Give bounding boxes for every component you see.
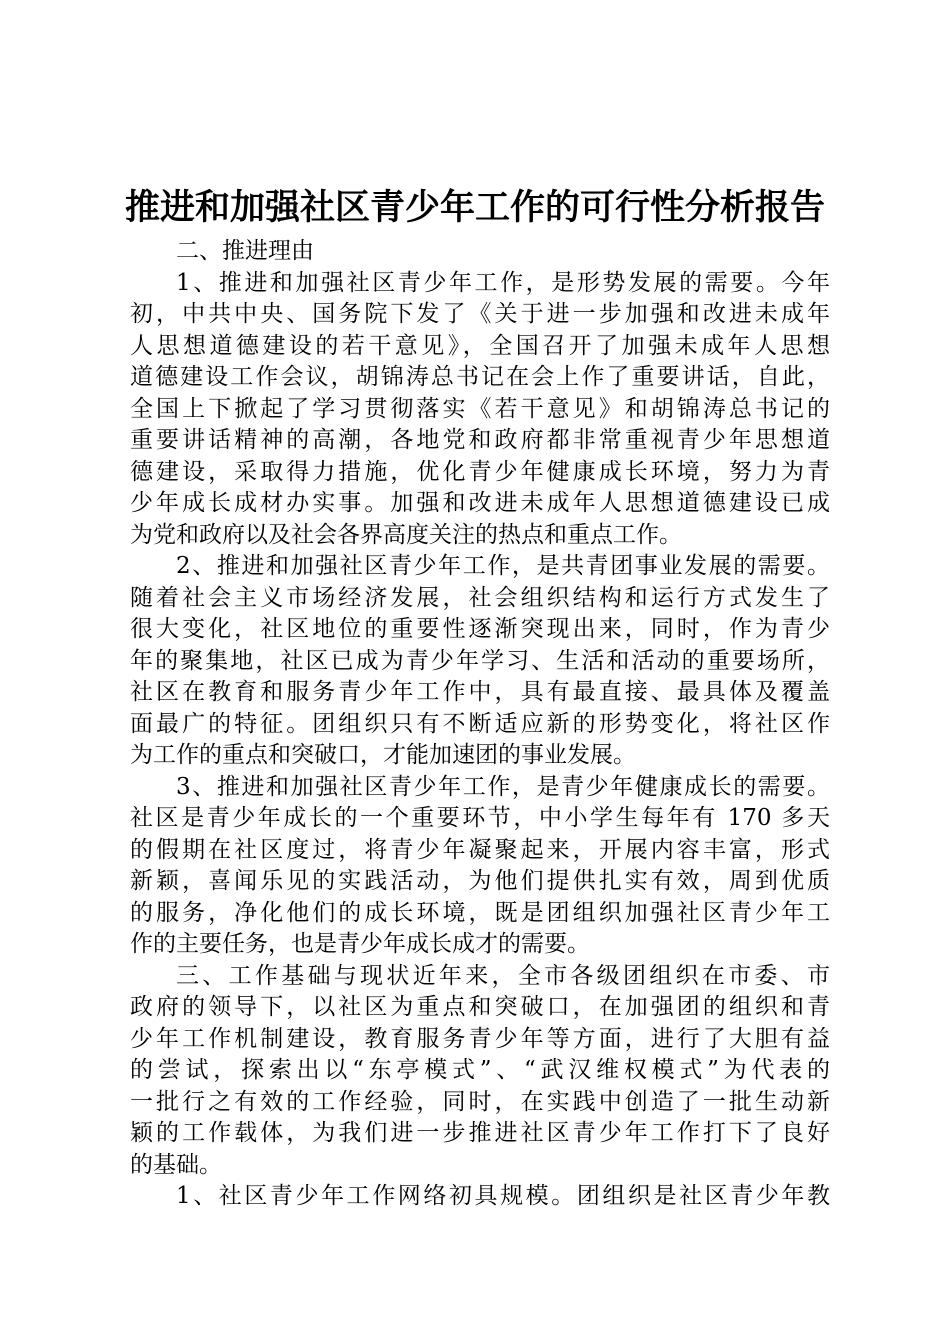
body-line: 一批行之有效的工作经验，同时，在实践中创造了一批生动新 xyxy=(130,1088,830,1115)
body-line: 的假期在社区度过，将青少年凝聚起来，开展内容丰富，形式 xyxy=(130,836,830,863)
body-line: 少年工作机制建设，教育服务青少年等方面，进行了大胆有益 xyxy=(130,1025,830,1052)
body-line: 全国上下掀起了学习贯彻落实《若干意见》和胡锦涛总书记的 xyxy=(130,395,830,422)
body-line: 三、工作基础与现状近年来，全市各级团组织在市委、市 xyxy=(176,962,830,989)
body-line: 新颖，喜闻乐见的实践活动，为他们提供扎实有效，周到优质 xyxy=(130,868,830,894)
body-line: 人思想道德建设的若干意见》，全国召开了加强未成年人思想 xyxy=(130,332,830,359)
body-line: 1、推进和加强社区青少年工作，是形势发展的需要。今年 xyxy=(176,269,830,296)
body-line: 颖的工作载体，为我们进一步推进社区青少年工作打下了良好 xyxy=(130,1120,830,1146)
body-line: 2、推进和加强社区青少年工作，是共青团事业发展的需要。 xyxy=(176,553,830,579)
body-line: 的基础。 xyxy=(130,1151,222,1178)
body-line: 道德建设工作会议，胡锦涛总书记在会上作了重要讲话，自此， xyxy=(130,364,830,390)
body-line: 少年成长成材办实事。加强和改进未成年人思想道德建设已成 xyxy=(130,490,830,516)
body-line: 年的聚集地，社区已成为青少年学习、生活和活动的重要场所， xyxy=(130,647,830,674)
body-line: 的服务，净化他们的成长环境，既是团组织加强社区青少年工 xyxy=(130,899,830,926)
body-line: 3、推进和加强社区青少年工作，是青少年健康成长的需要。 xyxy=(176,773,830,800)
body-line: 社区在教育和服务青少年工作中，具有最直接、最具体及覆盖 xyxy=(130,679,830,705)
body-line: 面最广的特征。团组织只有不断适应新的形势变化，将社区作 xyxy=(130,710,830,737)
body-line: 1、社区青少年工作网络初具规模。团组织是社区青少年教 xyxy=(176,1183,830,1209)
body-line: 随着社会主义市场经济发展，社会组织结构和运行方式发生了 xyxy=(130,584,830,611)
body-line: 德建设，采取得力措施，优化青少年健康成长环境，努力为青 xyxy=(130,458,830,485)
body-line: 二、推进理由 xyxy=(176,238,314,264)
body-line: 作的主要任务，也是青少年成长成才的需要。 xyxy=(130,931,590,957)
body-line: 初，中共中央、国务院下发了《关于进一步加强和改进未成年 xyxy=(130,301,830,327)
document-title: 推进和加强社区青少年工作的可行性分析报告 xyxy=(124,188,825,228)
body-line: 的尝试，探索出以“东亭模式”、“武汉维权模式”为代表的 xyxy=(130,1057,830,1083)
body-line: 政府的领导下，以社区为重点和突破口，在加强团的组织和青 xyxy=(130,994,830,1020)
body-line: 社区是青少年成长的一个重要环节，中小学生每年有 170 多天 xyxy=(130,805,830,831)
document-body xyxy=(130,236,830,1213)
body-line: 为工作的重点和突破口，才能加速团的事业发展。 xyxy=(130,742,636,768)
body-line: 为党和政府以及社会各界高度关注的热点和重点工作。 xyxy=(130,521,682,548)
body-line: 重要讲话精神的高潮，各地党和政府都非常重视青少年思想道 xyxy=(130,427,830,453)
body-line: 很大变化，社区地位的重要性逐渐突现出来，同时，作为青少 xyxy=(130,616,830,642)
